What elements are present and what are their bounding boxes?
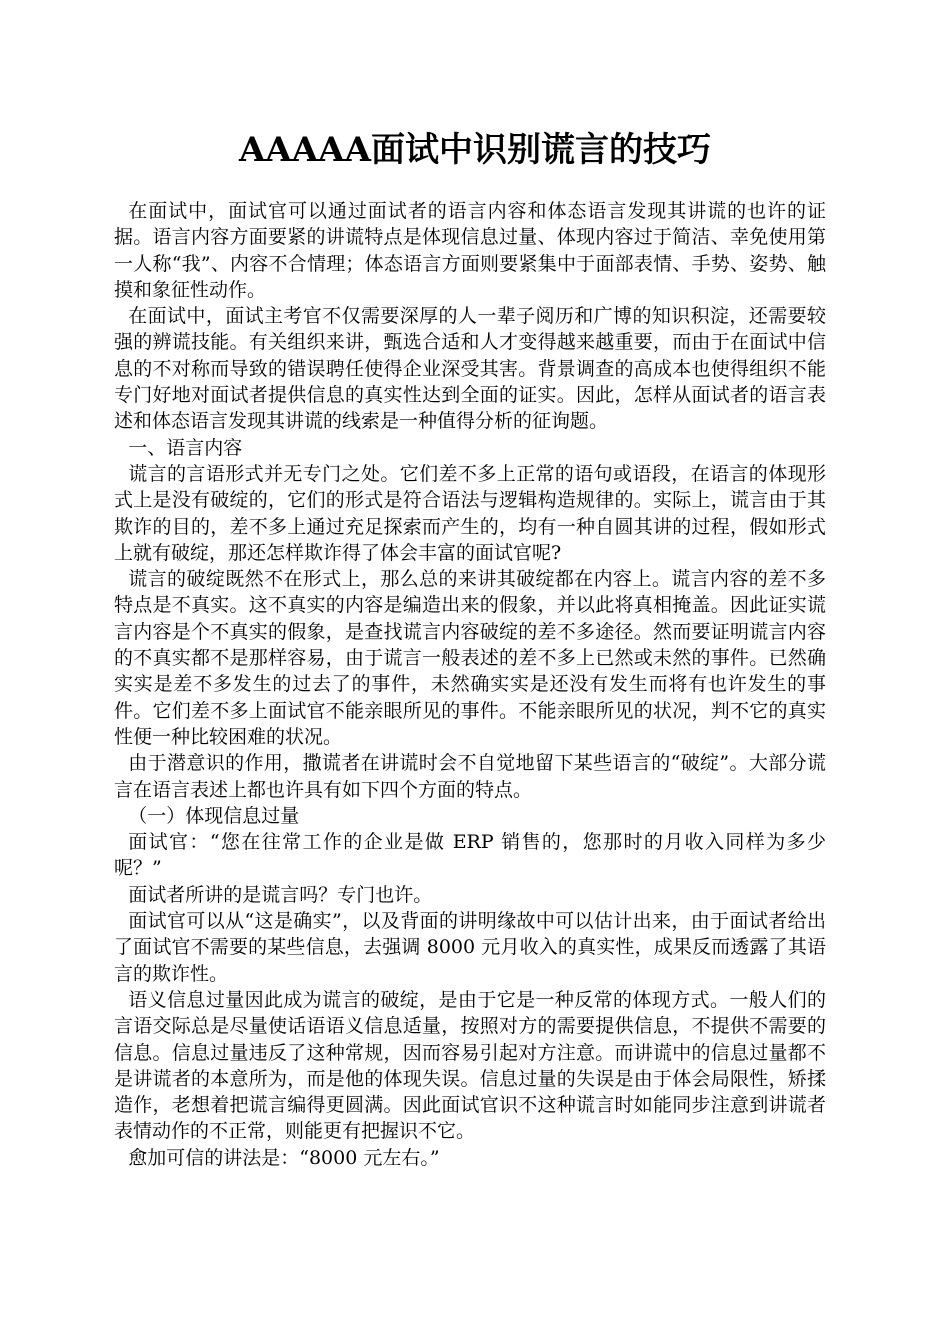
section-heading-language-content: 一、语言内容 xyxy=(128,436,243,459)
paragraph-intro: 在面试中，面试官可以通过面试者的语言内容和体态语言发现其讲谎的也许的证据。语言内容方面要紧的讲谎特点是体现信息过量、体现内容过于简洁、幸免使用第一人称“我”、内容不合情理；体态语言方面则要紧集中于面部表情、手势、姿势、触摸和象征性动作。 xyxy=(114,200,826,301)
paragraph-background: 在面试中，面试主考官不仅需要深厚的人一辈子阅历和广博的知识积淀，还需要较强的辨谎技能。有关组织来讲，甄选合适和人才变得越来越重要，而由于在面试中信息的不对称而导致的错误聘任使得企业深受其害。背景调查的高成本也使得组织不能专门好地对面试者提供信息的真实性达到全面的证实。因此，怎样从面试者的语言表述和体态语言发现其讲谎的线索是一种值得分析的征询题。 xyxy=(114,305,826,433)
document-body xyxy=(114,198,826,1171)
document-title: AAAAA面试中识别谎言的技巧 xyxy=(239,130,711,170)
paragraph-subconscious: 由于潜意识的作用，撒谎者在讲谎时会不自觉地留下某些语言的“破绽”。大部分谎言在语言表述上都也许具有如下四个方面的特点。 xyxy=(114,752,826,801)
paragraph-lie-content: 谎言的破绽既然不在形式上，那么总的来讲其破绽都在内容上。谎言内容的差不多特点是不真实。这不真实的内容是编造出来的假象，并以此将真相掩盖。因此证实谎言内容是个不真实的假象，是查找谎言内容破绽的差不多途径。然而要证明谎言内容的不真实都不是那样容易，由于谎言一般表述的差不多上已然或未然的事件。已然确实实是差不多发生的过去了的事件，未然确实实是还没有发生而将有也许发生的事件。它们差不多上面试官不能亲眼所见的事件。不能亲眼所见的状况，判不它的真实性便一种比较困难的状况。 xyxy=(114,568,826,748)
paragraph-is-it-a-lie: 面试者所讲的是谎言吗？专门也许。 xyxy=(128,883,433,906)
paragraph-inference: 面试官可以从“这是确实”，以及背面的讲明缘故中可以估计出来，由于面试者给出了面试官不需要的某些信息，去强调 8000 元月收入的真实性，成果反而透露了其语言的欺诈性。 xyxy=(114,910,826,985)
paragraph-lie-form: 谎言的言语形式并无专门之处。它们差不多上正常的语句或语段，在语言的体现形式上是没有破绽的，它们的形式是符合语法与逻辑构造规律的。实际上，谎言由于其欺诈的目的，差不多上通过充足探索而产生的，均有一种自圆其讲的过程，假如形式上就有破绽，那还怎样欺诈得了体会丰富的面试官呢? xyxy=(114,462,826,564)
subsection-heading-info-excess: （一）体现信息过量 xyxy=(128,804,300,827)
paragraph-interviewer-question: 面试官：“您在往常工作的企业是做 ERP 销售的，您那时的月收入同样为多少呢？” xyxy=(114,831,826,880)
paragraph-semantic-excess: 语义信息过量因此成为谎言的破绽，是由于它是一种反常的体现方式。一般人们的言语交际总是尽量使话语语义信息适量，按照对方的需要提供信息，不提供不需要的信息。信息过量违反了这种常规，因而容易引起对方注意。而讲谎中的信息过量都不是讲谎者的本意所为，而是他的体现失误。信息过量的失误是由于体会局限性，矫揉造作，老想着把谎言编得更圆满。因此面试官识不这种谎言时如能同步注意到讲谎者表情动作的不正常，则能更有把握识不它。 xyxy=(114,988,826,1143)
paragraph-credible-answer: 愈加可信的讲法是：“8000 元左右。” xyxy=(128,1146,440,1169)
